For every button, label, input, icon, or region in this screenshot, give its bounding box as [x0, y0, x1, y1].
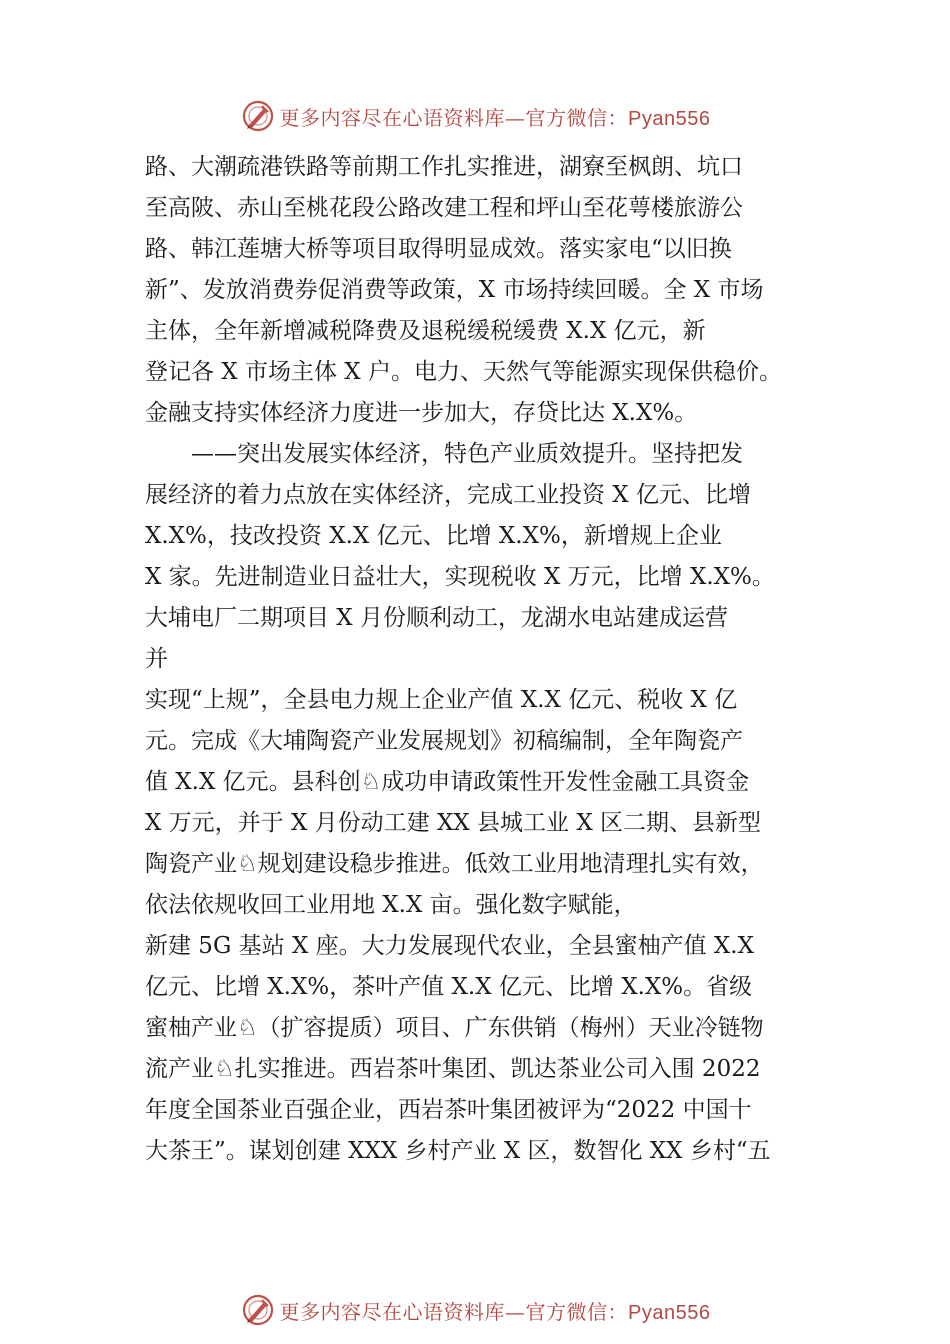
text-line-4: 新”、发放消费券促消费等政策，X 市场持续回暖。全 X 市场: [145, 277, 764, 303]
header-official: 官方微信：: [525, 105, 629, 130]
body-text: [145, 147, 825, 1172]
text-line-1: 路、大潮疏港铁路等前期工作扎实推进，湖寮至枫朗、坑口: [145, 154, 743, 180]
text-line-19: 依法依规收回工业用地 X.X 亩。强化数字赋能，: [145, 892, 637, 918]
header-text: [280, 102, 711, 131]
footer-banner: [0, 1290, 950, 1330]
text-line-14: 实现“上规”，全县电力规上企业产值 X.X 亿元、税收 X 亿: [145, 687, 738, 713]
header-banner: [0, 96, 950, 136]
text-line-2: 至高陂、赤山至桃花段公路改建工程和坪山至花萼楼旅游公: [145, 195, 743, 221]
text-line-9: 展经济的着力点放在实体经济，完成工业投资 X 亿元、比增: [145, 482, 751, 508]
text-line-22: 蜜柚产业♘（扩容提质）项目、广东供销（梅州）天业冷链物: [145, 1015, 764, 1041]
text-line-7: 金融支持实体经济力度进一步加大，存贷比达 X.X%。: [145, 400, 698, 426]
footer-wechat: Pyan556: [628, 1301, 711, 1324]
footer-brand: 更多内容尽在心语资料库: [279, 1299, 506, 1324]
text-line-12: 大埔电厂二期项目 X 月份顺利动工，龙湖水电站建成运营: [145, 605, 728, 631]
text-line-18: 陶瓷产业♘规划建设稳步推进。低效工业用地清理扎实有效，: [145, 851, 764, 877]
text-line-24: 年度全国茶业百强企业，西岩茶叶集团被评为“2022 中国十: [145, 1097, 752, 1123]
text-line-5: 主体，全年新增减税降费及退税缓税缓费 X.X 亿元，新: [145, 318, 706, 344]
text-line-21: 亿元、比增 X.X%，茶叶产值 X.X 亿元、比增 X.X%。省级: [145, 974, 753, 1000]
pen-logo-icon: [240, 1292, 276, 1328]
text-line-13: 并: [145, 646, 168, 672]
footer-text: [280, 1296, 711, 1325]
text-line-17: X 万元，并于 X 月份动工建 XX 县城工业 X 区二期、县新型: [145, 810, 762, 836]
text-line-6: 登记各 X 市场主体 X 户。电力、天然气等能源实现保供稳价。: [145, 359, 782, 385]
text-line-10: X.X%，技改投资 X.X 亿元、比增 X.X%，新增规上企业: [145, 523, 722, 549]
header-wechat: Pyan556: [628, 107, 711, 130]
text-line-8: ——突出发展实体经济，特色产业质效提升。坚持把发: [191, 441, 743, 467]
pen-logo-icon: [240, 98, 276, 134]
text-line-25: 大茶王”。谋划创建 XXX 乡村产业 X 区，数智化 XX 乡村“五: [145, 1138, 771, 1164]
text-line-3: 路、韩江莲塘大桥等项目取得明显成效。落实家电“以旧换: [145, 236, 732, 262]
text-line-11: X 家。先进制造业日益壮大，实现税收 X 万元，比增 X.X%。: [145, 564, 775, 590]
footer-dash: —: [505, 1299, 526, 1324]
header-brand: 更多内容尽在心语资料库: [279, 105, 506, 130]
footer-official: 官方微信：: [525, 1299, 629, 1324]
text-line-16: 值 X.X 亿元。县科创♘成功申请政策性开发性金融工具资金: [145, 769, 750, 795]
text-line-23: 流产业♘扎实推进。西岩茶叶集团、凯达茶业公司入围 2022: [145, 1056, 761, 1082]
header-dash: —: [505, 105, 526, 130]
text-line-20: 新建 5G 基站 X 座。大力发展现代农业，全县蜜柚产值 X.X: [145, 933, 754, 959]
text-line-15: 元。完成《大埔陶瓷产业发展规划》初稿编制，全年陶瓷产: [145, 728, 743, 754]
